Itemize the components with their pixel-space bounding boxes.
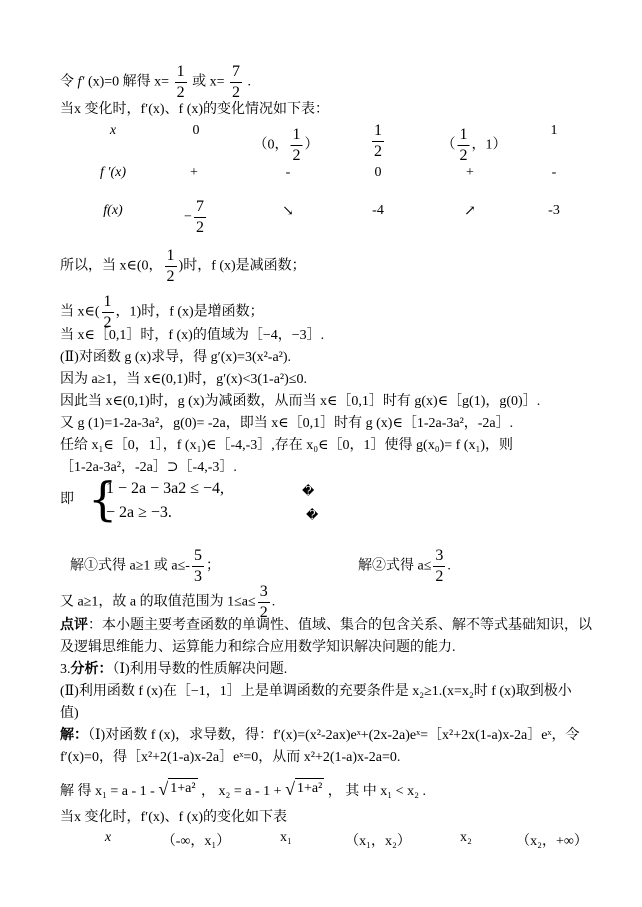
text-line: 因此当 x∈(0,1)时，g (x)为减函数，从而当 x∈［0,1］时有 g(x)∈［g(1)，g(0)］. xyxy=(60,394,541,409)
text-line: f′(x)=0，得［x²+2(1-a)x-2a］eˣ=0，从而 x²+2(1-a)x-2a=0. xyxy=(60,750,401,765)
table-cell: 0 xyxy=(192,123,200,138)
text-line: 及逻辑思维能力、运算能力和综合应用数学知识解决问题的能力. xyxy=(60,640,456,655)
text-line: 值) xyxy=(60,706,79,721)
text: f′ xyxy=(77,74,85,90)
table-cell: - xyxy=(551,165,557,180)
text-line: 当 x∈［0,1］时，f (x)的值域为［−4，−3］. xyxy=(60,328,325,343)
text-line: 解②式得 a≤ $\frac{3}{2}$ . xyxy=(358,547,451,585)
text: . xyxy=(247,74,251,90)
text-line: 任给 x₁∈［0，1］，f (x₁)∈［-4,-3］,存在 x₀∈［0，1］使得 g(x₀)= f (x₁)，则 xyxy=(60,438,514,453)
text-line: 3.分析：（Ⅰ)利用导数的性质解决问题. xyxy=(60,662,288,677)
table-cell: − $\frac{7}{2}$ xyxy=(184,198,204,236)
text-line: (Ⅱ)利用函数 f (x)在［−1，1］上是单调函数的充要条件是 x₂≥1.(x=x₂时 f (x)取到极小 xyxy=(60,684,572,699)
table-cell: （x₂，+∞） xyxy=(516,834,588,849)
table-cell: （ $\frac{1}{2}$ ，1） xyxy=(441,126,507,164)
table-cell: $\frac{1}{2}$ xyxy=(374,122,382,160)
text-line: 因为 a≥1，当 x∈(0,1)时，g′(x)<3(1-a²)≤0. xyxy=(60,372,307,387)
text-line: 点评：本小题主要考查函数的单调性、值域、集合的包含关系、解不等式基础知识，以 xyxy=(60,618,592,633)
table-cell: x₁ xyxy=(280,830,292,845)
brace: { xyxy=(88,472,118,526)
fraction: $\frac{1}{2}$ xyxy=(176,63,185,101)
text-line: 所以，当 x∈(0， $\frac{1}{2}$ )时，f (x)是减函数； xyxy=(60,247,306,285)
table-cell: x₂ xyxy=(460,830,472,845)
text-line: 当 x∈( $\frac{1}{2}$ ，1)时，f (x)是增函数； xyxy=(60,293,264,331)
text: (x)=0 解得 x= xyxy=(87,74,170,90)
text-line: 解：（Ⅰ)对函数 f (x)，求导数，得：f′(x)=(x²-2ax)eˣ+(2x-2a)eˣ=［x²+2x(1-a)x-2a］eˣ，令 xyxy=(60,728,580,743)
table-cell: -3 xyxy=(548,203,560,218)
decreasing-arrow: ↘ xyxy=(282,204,294,219)
table-cell: + xyxy=(190,165,198,180)
solve-line xyxy=(60,64,251,101)
fraction: $\frac{7}{2}$ xyxy=(231,63,240,101)
table-cell: （-∞，x₁） xyxy=(161,834,231,849)
inequality-row: − 2a ≥ −3. xyxy=(106,504,172,521)
text-line: 即 xyxy=(60,492,74,507)
text-line: ［1-2a-3a²，-2a］⊃［-4,-3］. xyxy=(60,460,237,475)
table-cell: f(x) xyxy=(103,203,123,218)
text-line: 当x 变化时，f′(x)、f (x)的变化如下表 xyxy=(60,810,288,825)
text-line: 又 a≥1，故 a 的取值范围为 1≤a≤ $\frac{3}{2}$ . xyxy=(60,583,276,621)
inequality-row: 1 − 2a − 3a2 ≤ −4, xyxy=(106,480,225,497)
text-line: (Ⅱ)对函数 g (x)求导，得 g′(x)=3(x²-a²). xyxy=(60,350,292,365)
table-cell: f ′(x) xyxy=(100,165,126,180)
table-cell: - xyxy=(285,165,291,180)
table-cell: （0， $\frac{1}{2}$ ） xyxy=(253,126,319,164)
text-line: 解 得 x₁ = a - 1 - √ 1+a² ， x₂ = a - 1 + √ 1+a² ， 其 中 x₁ < x₂ . xyxy=(60,779,426,799)
table-cell: 0 xyxy=(374,165,382,180)
placeholder-glyph: � xyxy=(306,508,319,522)
table-cell: 1 xyxy=(550,123,558,138)
placeholder-glyph: � xyxy=(302,484,315,498)
table-cell: x xyxy=(109,123,117,138)
table-cell: （x₁，x₂） xyxy=(345,834,411,849)
text-line: 又 g (1)=1-2a-3a²，g(0)= -2a，即当 x∈［0,1］时有 g (x)∈［1-2a-3a²，-2a］. xyxy=(60,416,514,431)
text-line: 当x 变化时，f′(x)、f (x)的变化情况如下表： xyxy=(60,102,330,117)
increasing-arrow: ↗ xyxy=(464,204,476,219)
table-cell: -4 xyxy=(372,203,384,218)
text: 令 xyxy=(60,74,74,90)
text-line: 解①式得 a≥1 或 a≤- $\frac{5}{3}$ ； xyxy=(70,547,220,585)
table-cell: x xyxy=(104,830,112,845)
text: 或 x= xyxy=(192,74,225,90)
table-cell: + xyxy=(466,165,474,180)
